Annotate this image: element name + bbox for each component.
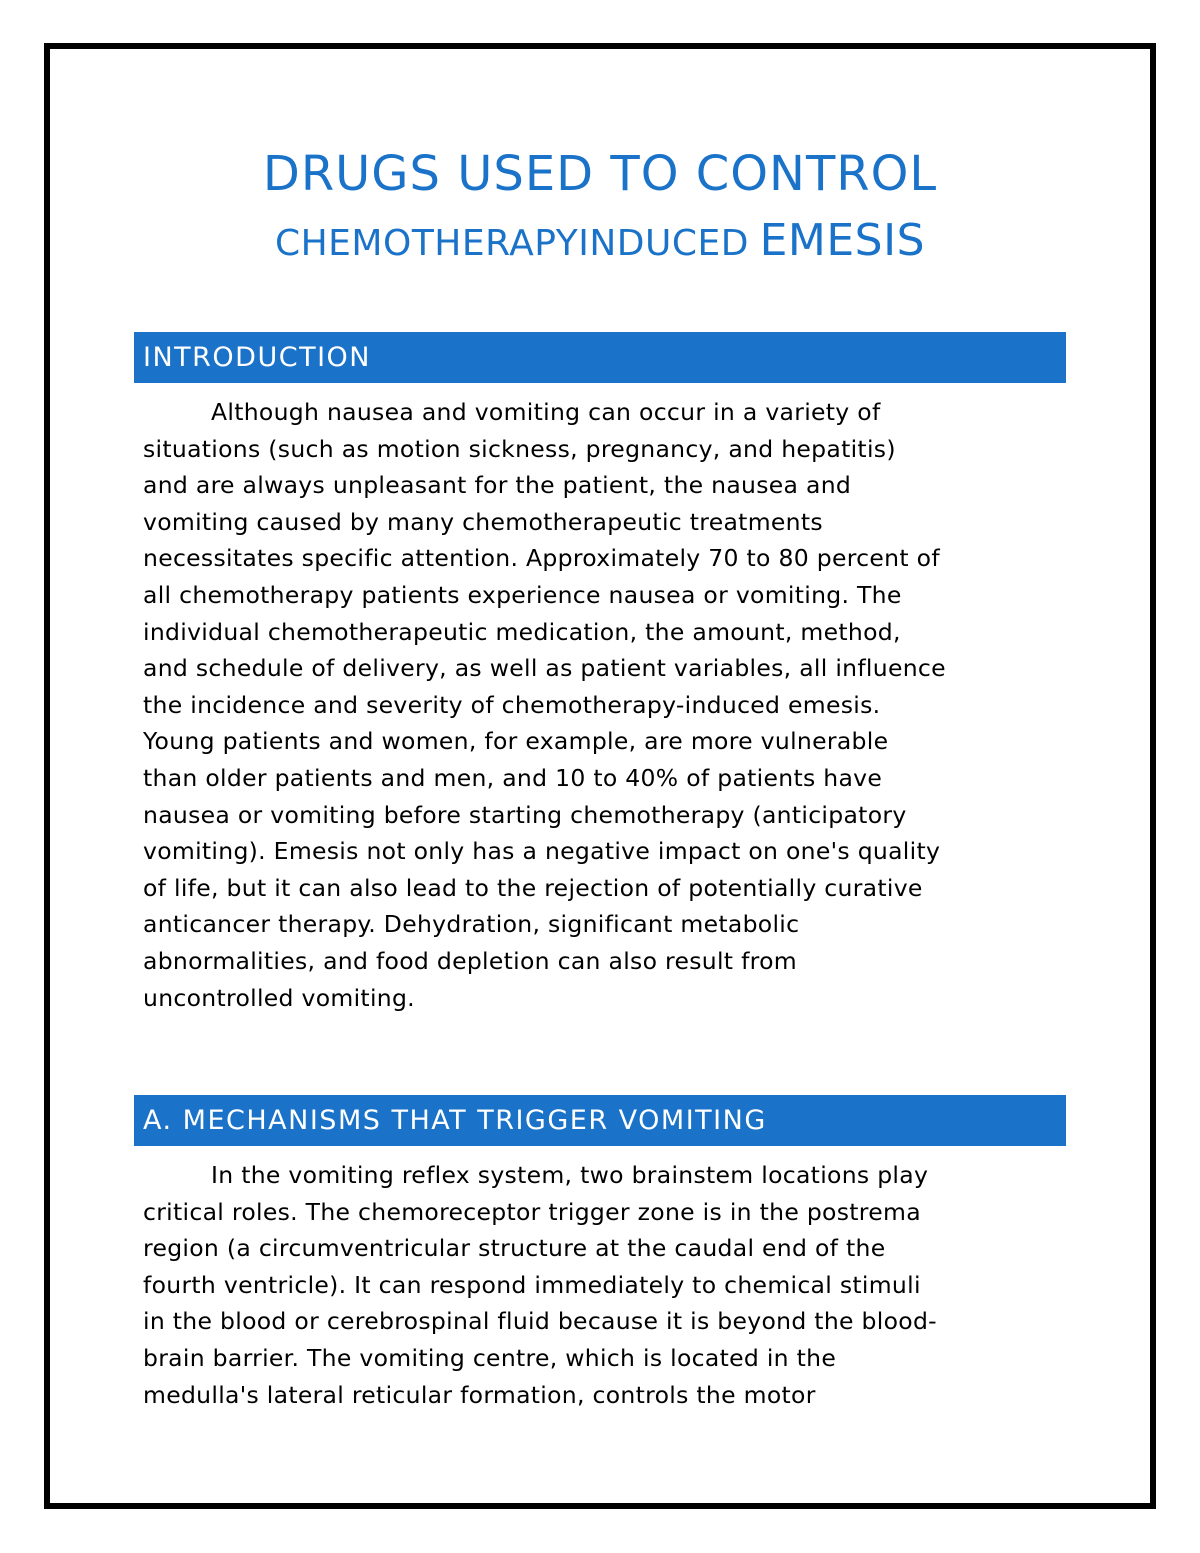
title-line-2-main: CHEMOTHERAPYINDUCED — [274, 223, 749, 264]
title-line-2-emesis: EMESIS — [759, 215, 926, 266]
section-heading-introduction: INTRODUCTION — [134, 332, 1066, 383]
title-line-1: DRUGS USED TO CONTROL — [262, 146, 938, 202]
mechanisms-paragraph: In the vomiting reflex system, two brainstem locations play critical roles. The chemoreceptor trigger zone is in the postrema region (a circumventricular structure at the caudal end of the fourth ventricle). It can respond immediately to chemical stimuli in the blood or cerebrospinal fluid because it is beyond the blood- brain barrier. The vomiting centre, which is located in the medulla's lateral reticular formation, controls the motor — [143, 1161, 937, 1409]
section-heading-mechanisms: A. MECHANISMS THAT TRIGGER VOMITING — [134, 1095, 1066, 1146]
title-line-2 — [0, 213, 1200, 272]
introduction-paragraph: Although nausea and vomiting can occur in a variety of situations (such as motion sickness, pregnancy, and hepatitis) and are always unpleasant for the patient, the nausea and vomiting caused by many chemotherapeutic treatments necessitates specific attention. Approximately 70 to 80 percent of all chemotherapy patients experience nausea or vomiting. The individual chemotherapeutic medication, the amount, method, and schedule of delivery, as well as patient variables, all influence the incidence and severity of chemotherapy-induced emesis. Young patients and women, for example, are more vulnerable than older patients and men, and 10 to 40% of patients have nausea or vomiting before starting chemotherapy (anticipatory vomiting). Emesis not only has a negative impact on one's quality of life, but it can also lead to the rejection of potentially curative anticancer therapy. Dehydration, significant metabolic abnormalities, and food depletion can also result from uncontrolled vomiting. — [143, 398, 946, 1012]
